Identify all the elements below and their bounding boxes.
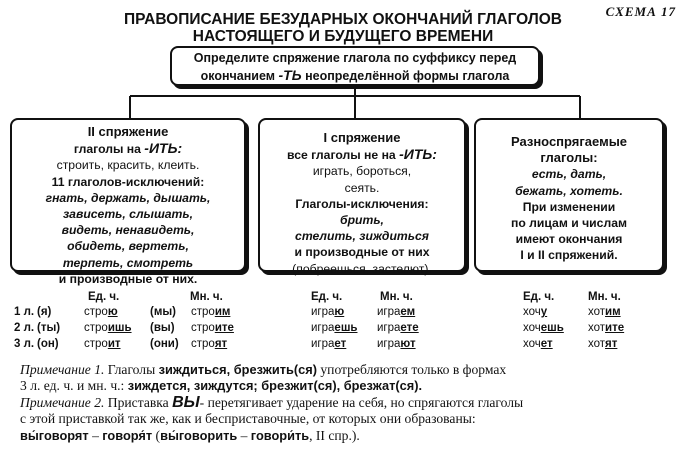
verb-ending: ит	[107, 338, 121, 350]
box3-heading1: Разноспрягаемые	[510, 134, 628, 149]
box2-rule-suffix: -ИТЬ:	[399, 146, 437, 163]
conj-cell-c1-sg-row1	[311, 306, 344, 318]
verb-ending: у	[540, 306, 548, 318]
conj-cell-c1-sg-row3	[311, 338, 346, 350]
note2-word3: вы́говорить	[160, 427, 238, 443]
verb-ending: ете	[400, 322, 419, 334]
instruction-line2-post: неопределённой формы глагола	[301, 69, 510, 83]
box1-exception-line4: обидеть, вертеть,	[67, 239, 189, 254]
verb-stem: стро	[84, 306, 108, 318]
conj-cell-person-row3: 3 л.	[14, 338, 35, 350]
verb-stem: игра	[311, 322, 335, 334]
note2-line1	[20, 395, 680, 411]
schema-label: СХЕМА 17	[605, 4, 676, 19]
box2-rule-pre: все глаголы не на	[287, 148, 400, 163]
box3-heading2: глаголы:	[540, 150, 598, 166]
note2-sep1: –	[88, 427, 103, 443]
box2-exception-line2: стелить, зиждиться	[295, 229, 429, 244]
verb-stem: хот	[588, 338, 606, 350]
instruction-line2	[172, 67, 538, 85]
verb-ending: им	[605, 306, 621, 318]
conj-cell-c3-pl-row2	[588, 322, 624, 334]
conj-cell-pron-sg-row3: (он)	[37, 338, 59, 350]
verb-stem: стро	[191, 322, 215, 334]
box2-rule	[260, 146, 464, 163]
box-mixed-conjugation	[474, 118, 664, 272]
verb-stem: игра	[311, 306, 335, 318]
note2-sep3: –	[237, 427, 251, 443]
instruction-box	[170, 46, 540, 86]
box3-para-line4: I и II спряжений.	[520, 248, 618, 263]
conj-cell-pron-sg-row2: (ты)	[37, 322, 61, 334]
note2-line3	[20, 428, 680, 444]
verb-stem: игра	[377, 306, 401, 318]
box2-exception-line1: брить,	[340, 213, 384, 228]
conj-cell-c2-sg-row1	[84, 306, 118, 318]
instruction-suffix: -ТЬ	[278, 67, 302, 83]
note2-line2: с этой приставкой так же, как и бесприставочные, от которых они образованы:	[20, 411, 476, 427]
box1-exception-line2: зависеть, слышать,	[62, 207, 194, 222]
header-pl-col3: Мн. ч.	[588, 291, 621, 303]
verb-ending: ют	[400, 338, 416, 350]
verb-stem: хоч	[523, 338, 541, 350]
verb-stem: хоч	[523, 322, 541, 334]
verb-stem: игра	[311, 338, 335, 350]
box3-para-line3: имеют окончания	[515, 232, 623, 247]
box2-derived: и производные от них	[294, 245, 430, 260]
verb-ending: ю	[334, 306, 345, 318]
conj-cell-c2-sg-row2	[84, 322, 132, 334]
note2-prefix: ВЫ	[172, 393, 200, 411]
box1-examples: строить, красить, клеить.	[56, 158, 200, 173]
verb-ending: им	[214, 306, 231, 318]
box1-rule	[12, 140, 244, 157]
conj-cell-pron-pl-row2: (вы)	[150, 322, 175, 334]
verb-ending: ите	[605, 322, 625, 334]
box1-exception-line5: терпеть, смотреть	[62, 255, 194, 270]
header-pl-col1: Мн. ч.	[190, 291, 223, 303]
conj-cell-c3-pl-row3	[588, 338, 617, 350]
conj-cell-person-row1: 1 л.	[14, 306, 35, 318]
verb-stem: стро	[191, 306, 215, 318]
conj-cell-c1-sg-row2	[311, 322, 357, 334]
note2-label: Примечание 2.	[20, 394, 105, 410]
note1-line2	[20, 378, 680, 394]
verb-stem: игра	[377, 338, 401, 350]
note2-text2: - перетягивает ударение на себя, но спрягаются глаголы	[199, 394, 524, 410]
conj-cell-c1-pl-row2	[377, 322, 419, 334]
conj-cell-c2-sg-row3	[84, 338, 121, 350]
verb-ending: ет	[540, 338, 553, 350]
instruction-line1: Определите спряжение глагола по суффиксу перед	[193, 51, 517, 65]
note1-line2-bold: зиждется, зиждутся; брезжит(ся), брезжат(ся).	[127, 378, 423, 394]
conj-cell-c1-pl-row1	[377, 306, 415, 318]
note1-line1	[20, 362, 680, 378]
note1-text2: употребляются только в формах	[316, 362, 507, 377]
verb-stem: стро	[84, 322, 108, 334]
conj-cell-pron-sg-row1: (я)	[37, 306, 52, 318]
verb-stem: игра	[377, 322, 401, 334]
verb-stem: хот	[588, 306, 606, 318]
box1-exception-line1: гнать, держать, дышать,	[45, 190, 211, 205]
note1-text1: Глаголы	[104, 362, 159, 377]
box1-rule-suffix: -ИТЬ:	[144, 140, 183, 157]
conj-cell-c2-pl-row2	[191, 322, 234, 334]
note2-sep4: , II спр.).	[309, 427, 360, 443]
note2-word4: говори́ть	[250, 427, 310, 443]
header-sg-col3: Ед. ч.	[523, 291, 555, 303]
conj-cell-c3-sg-row2	[523, 322, 564, 334]
header-sg-col2: Ед. ч.	[311, 291, 343, 303]
verb-ending: ешь	[334, 322, 358, 334]
note2-word1: вы́говорят	[20, 427, 89, 443]
box3-example-line2: бежать, хотеть.	[515, 183, 623, 198]
verb-ending: ят	[605, 338, 618, 350]
verb-ending: ишь	[107, 322, 132, 334]
verb-ending: ем	[400, 306, 416, 318]
conj-cell-pron-pl-row1: (мы)	[150, 306, 176, 318]
note1-bold1: зиждиться, брезжить(ся)	[158, 362, 317, 377]
header-pl-col2: Мн. ч.	[380, 291, 413, 303]
box2-examples2: сеять.	[344, 180, 380, 195]
note1-label: Примечание 1.	[20, 362, 105, 377]
box3-para-line1: При изменении	[522, 199, 616, 214]
box2-heading: I спряжение	[323, 130, 401, 145]
conj-cell-c3-sg-row3	[523, 338, 553, 350]
box-second-conjugation	[10, 118, 246, 286]
box1-heading: II спряжение	[87, 124, 169, 139]
box2-exceptions-title: Глаголы-исключения:	[295, 196, 429, 211]
page-title: ПРАВОПИСАНИЕ БЕЗУДАРНЫХ ОКОНЧАНИЙ ГЛАГОЛОВ	[124, 11, 562, 28]
box-first-conjugation	[258, 118, 466, 276]
conj-cell-c3-pl-row1	[588, 306, 621, 318]
verb-stem: хот	[588, 322, 606, 334]
conj-cell-c2-pl-row3	[191, 338, 227, 350]
verb-ending: ят	[214, 338, 228, 350]
box1-exception-line3: видеть, ненавидеть,	[61, 223, 195, 238]
conj-cell-c1-pl-row3	[377, 338, 416, 350]
notes	[20, 362, 680, 444]
conj-cell-c3-sg-row1	[523, 306, 547, 318]
verb-ending: ю	[107, 306, 118, 318]
conj-cell-person-row2: 2 л.	[14, 322, 35, 334]
box1-exceptions-title: 11 глаголов-исключений:	[51, 174, 205, 189]
verb-stem: стро	[84, 338, 108, 350]
box1-derived: и производные от них.	[58, 271, 198, 286]
verb-stem: хоч	[523, 306, 541, 318]
box2-note: (побреешься, застелют).	[292, 261, 432, 276]
box3-para-line2: по лицам и числам	[510, 216, 627, 231]
note1-line2-pre: 3 л. ед. ч. и мн. ч.:	[20, 378, 128, 394]
box1-rule-pre: глаголы на	[73, 142, 145, 157]
verb-ending: ите	[214, 322, 234, 334]
box3-example-line1: есть, дать,	[531, 167, 607, 182]
page-subtitle: НАСТОЯЩЕГО И БУДУЩЕГО ВРЕМЕНИ	[192, 28, 494, 45]
verb-ending: ет	[334, 338, 347, 350]
conj-cell-c2-pl-row1	[191, 306, 230, 318]
instruction-line2-pre: окончанием	[200, 69, 279, 83]
note2-text1: Приставка	[104, 394, 173, 410]
conj-cell-pron-pl-row3: (они)	[150, 338, 179, 350]
box2-examples1: играть, бороться,	[312, 164, 412, 179]
note2-word2: говоря́т	[102, 427, 153, 443]
verb-stem: стро	[191, 338, 215, 350]
verb-ending: ешь	[540, 322, 564, 334]
header-sg-col1: Ед. ч.	[88, 291, 120, 303]
note2-sep2: (	[152, 427, 161, 443]
